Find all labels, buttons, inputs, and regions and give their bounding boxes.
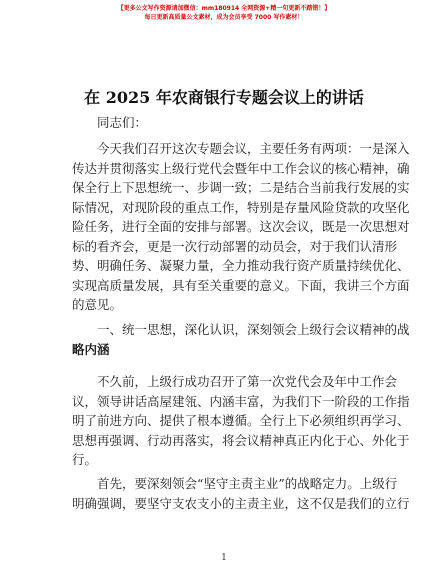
- paragraph-line: 标的看齐会，更是一次行动部署的动员会，对于我们认清形: [72, 238, 398, 254]
- paragraph-line: 险任务，进行全面的安排与部署。这次会议，既是一次思想对: [72, 219, 410, 234]
- document-title: 在 2025 年农商银行专题会议上的讲话: [84, 88, 364, 107]
- promo-banner: [0, 4, 448, 22]
- promo-banner-line: 【更多公文写作资源请加微信：mm180914 全网资源+精一句更新不踏错！】: [117, 5, 331, 12]
- section-heading: [72, 320, 410, 359]
- paragraph-line: 保全行上下思想统一、步调一致；二是结合当前我行发展的实: [72, 180, 410, 195]
- intro-paragraph: [72, 139, 410, 315]
- paragraph-line: 际情况，对现阶段的重点工作，特别是存量风险贷款的攻坚化: [72, 199, 410, 215]
- body-paragraph: [72, 474, 410, 513]
- paragraph-line: 实现高质量发展，具有至关重要的意义。下面，我讲三个方面: [72, 277, 410, 293]
- paragraph-line: 明确强调，要坚守支农支小的主责主业，这不仅是我们的立行: [72, 495, 410, 511]
- paragraph-line: 行。: [72, 452, 98, 467]
- paragraph-line: 议，领导讲话高屋建瓴、内涵丰富，为我们下一阶段的工作指: [72, 393, 410, 409]
- paragraph-line: 不久前，上级行成功召开了第一次党代会及年中工作会: [97, 374, 398, 389]
- page-number: 1: [221, 553, 227, 563]
- paragraph-line: 势、明确任务、凝聚力量，全力推动我行资产质量持续优化、: [72, 258, 410, 273]
- body-paragraph: [72, 372, 410, 470]
- paragraph-line: 明了前进方向、提供了根本遵循。全行上下必须组织再学习、: [72, 413, 410, 428]
- promo-banner-line: 每日更新高质量公文素材，成为会员享受 7000 写作素材！: [144, 14, 304, 21]
- paragraph-line: 的意见。: [72, 297, 123, 312]
- paragraph-line: 今天我们召开这次专题会议，主要任务有两项：一是深入: [97, 141, 410, 156]
- salutation-text: 同志们：: [97, 115, 148, 130]
- section-heading-line: 一、统一思想，深化认识，深刻领会上级行会议精神的战: [97, 322, 410, 337]
- paragraph-line: 首先，要深刻领会“坚守主责主业”的战略定力。上级行: [97, 476, 398, 491]
- salutation: [72, 113, 378, 133]
- paragraph-line: 传达并贯彻落实上级行党代会暨年中工作会议的核心精神，确: [72, 160, 410, 176]
- section-heading-line: 略内涵: [72, 341, 110, 357]
- paragraph-line: 思想再强调、行动再落实，将会议精神真正内化于心、外化于: [72, 432, 410, 448]
